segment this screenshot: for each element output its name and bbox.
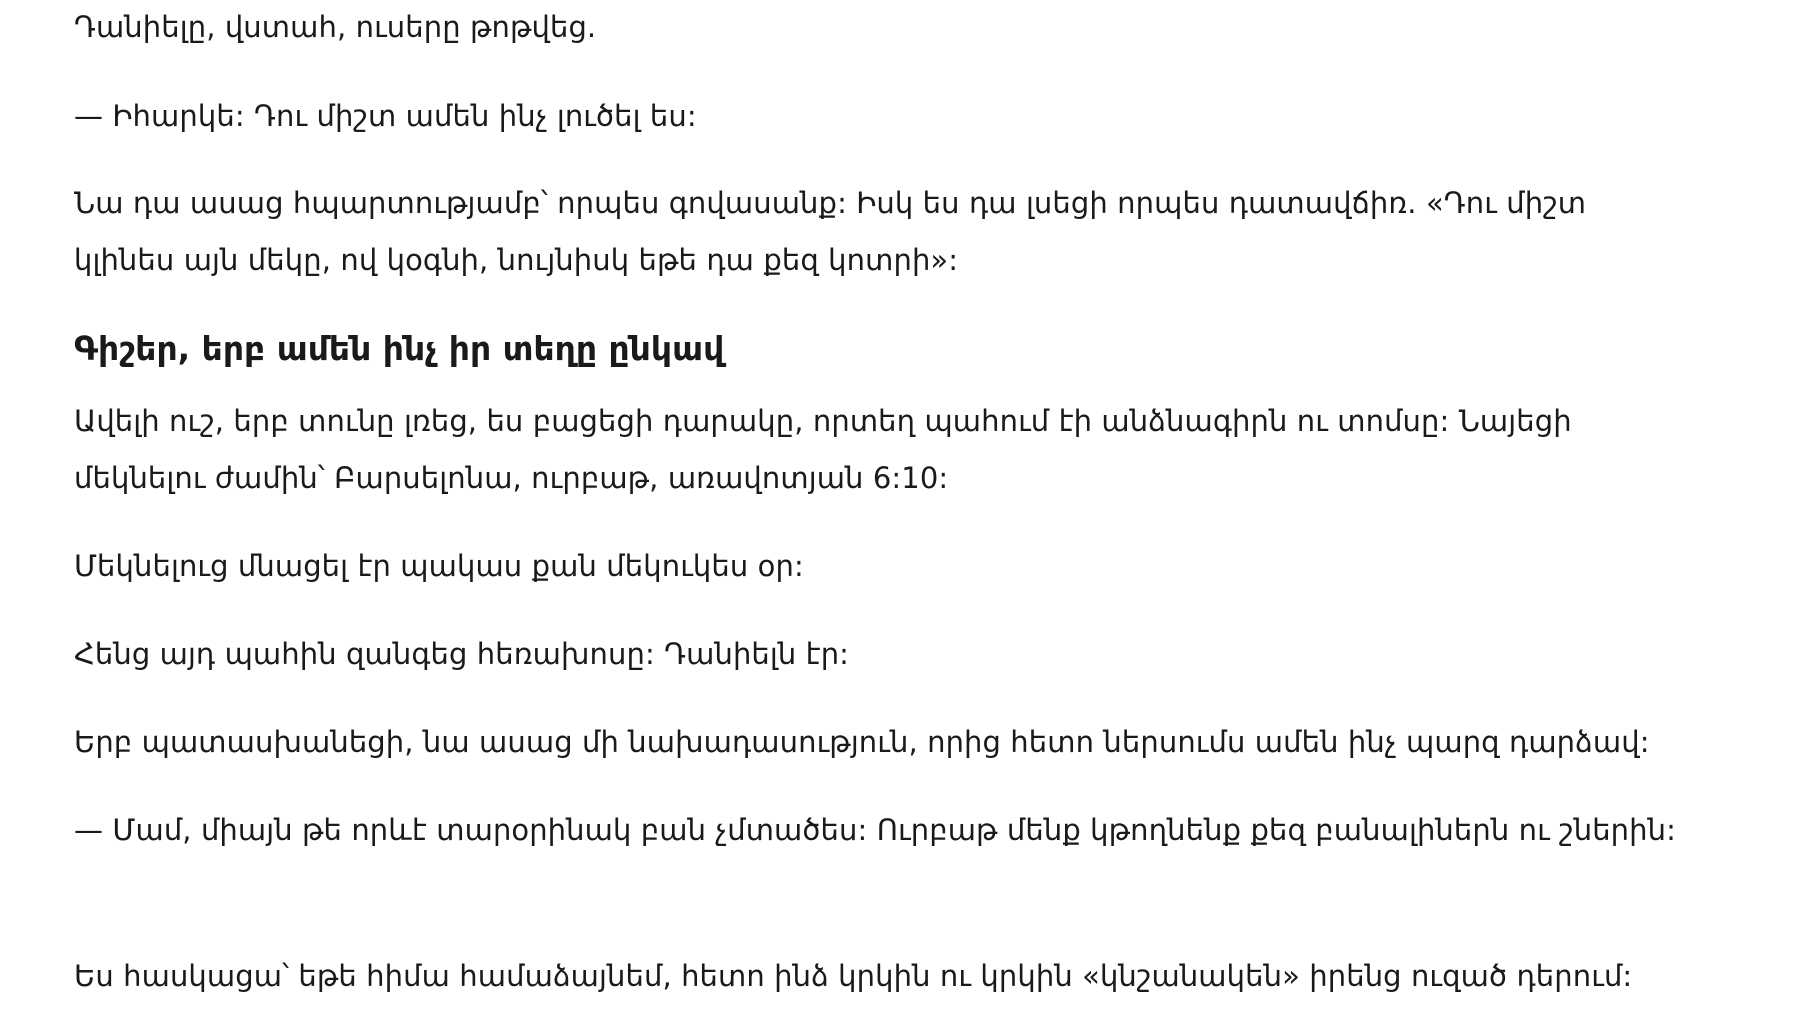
paragraph: Դանիելը, վստահ, ուսերը թոթվեց. (74, 10, 597, 44)
paragraph: Ավելի ուշ, երբ տունը լռեց, ես բացեցի դարակը, որտեղ պահում էի անձնագիրն ու տոմսը: Նայեցի մեկնելու ժամին՝ Բարսելոնա, ուրբաթ, առավոտյան 6:10: (74, 404, 1572, 495)
section-heading: Գիշեր, երբ ամեն ինչ իր տեղը ընկավ (74, 329, 725, 368)
paragraph: — Մամ, միայն թե որևէ տարօրինակ բան չմտածես: Ուրբաթ մենք կթողնենք քեզ բանալիներն ու շներին: (74, 813, 1676, 847)
paragraph: Նա դա ասաց հպարտությամբ՝ որպես գովասանք: Իսկ ես դա լսեցի որպես դատավճիռ. «Դու միշտ կլինես այն մեկը, ով կօգնի, նույնիսկ եթե դա քեզ կոտրի»: (74, 186, 1587, 277)
paragraph: — Իհարկե: Դու միշտ ամեն ինչ լուծել ես: (74, 99, 697, 133)
paragraph: Մեկնելուց մնացել էր պակաս քան մեկուկես օր: (74, 549, 804, 583)
paragraph: Ես հասկացա՝ եթե հիմա համաձայնեմ, հետո ինձ կրկին ու կրկին «կնշանակեն» իրենց ուզած դերում: (74, 959, 1633, 993)
paragraph: Հենց այդ պահին զանգեց հեռախոսը: Դանիելն էր: (74, 637, 850, 671)
paragraph: Երբ պատասխանեցի, նա ասաց մի նախադասություն, որից հետո ներսումս ամեն ինչ պարզ դարձավ: (74, 725, 1650, 759)
